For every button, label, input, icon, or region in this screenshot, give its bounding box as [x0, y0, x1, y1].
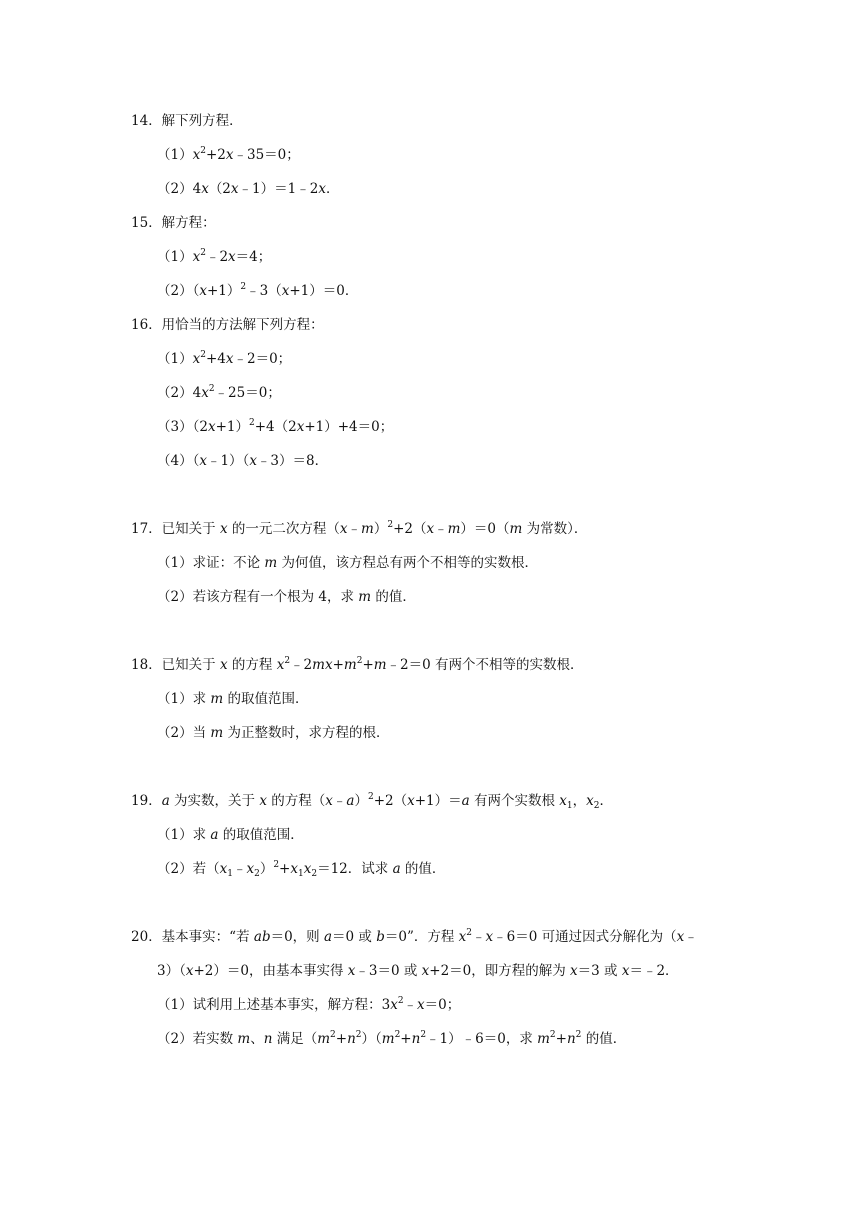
question-16-part-3: $(3)(2x+1)^2+4(2x+1)+4=0$；	[157, 418, 394, 435]
question-17-part-1: （1）求证：不论 m 为何值，该方程总有两个不相等的实数根．	[157, 555, 538, 571]
question-20-stem-line-2: 3）（x+2）＝0，由基本事实得 x﹣3＝0 或 x+2＝0，即方程的解为 x＝3 或 x＝﹣2．	[157, 963, 679, 979]
question-15-stem: 15．解方程：	[131, 215, 216, 231]
question-14-stem: 14．解下列方程．	[131, 113, 243, 129]
question-18-part-2: （2）当 m 为正整数时，求方程的根．	[157, 725, 390, 741]
question-16-stem: 16．用恰当的方法解下列方程：	[131, 317, 324, 333]
question-18-stem: 18．已知关于 x 的方程 $x^2﹣2mx+m^2+m﹣2=0$ 有两个不相等的实数根．	[131, 656, 584, 673]
question-15-part-2: $(2)(x+1)^2﹣3(x+1)=0$．	[157, 282, 359, 299]
question-17-stem: 17．已知关于 x 的一元二次方程（x﹣m）$^2$+2（x﹣m）＝0（m 为常数）．	[131, 520, 588, 537]
question-15-part-1: $(1)x^2﹣2x=4$；	[157, 248, 272, 265]
question-16-part-2: $(2)4x^2﹣25=0$；	[157, 384, 281, 401]
question-20-part-1: （1）试利用上述基本事实，解方程：$3x^2﹣x=0$；	[157, 996, 461, 1013]
question-19-part-1: （1）求 a 的取值范围．	[157, 827, 304, 843]
question-18-part-1: （1）求 m 的取值范围．	[157, 691, 309, 707]
question-20-stem-line-1: 20．基本事实：“若 ab＝0，则 a＝0 或 b＝0”．方程 $x^2﹣x﹣6=0$ 可通过因式分解化为（x﹣	[131, 928, 698, 945]
question-20-part-2: （2）若实数 m、n 满足$(m^2+n^2)(m^2+n^2﹣1)﹣6=0$，求 $m^2+n^2$ 的值．	[157, 1030, 627, 1047]
question-14-part-2: （2）4x（2x﹣1）＝1﹣2x．	[157, 181, 340, 197]
question-16-part-1: $(1)x^2+4x﹣2=0$；	[157, 350, 292, 367]
question-19-stem: 19．a 为实数，关于 x 的方程（x﹣a）$^2$+2（x+1）＝a 有两个实数根 $x_1$，$x_2$．	[131, 792, 613, 811]
question-19-part-2: （2）若$(x_1﹣x_2)^2+x_1x_2=12$．试求 a 的值．	[157, 860, 446, 879]
question-16-part-4: （4）（x﹣1）（x﹣3）＝8．	[157, 453, 329, 469]
question-14-part-1: $(1)x^2+2x﹣35=0$；	[157, 146, 300, 163]
question-17-part-2: （2）若该方程有一个根为 4，求 m 的值．	[157, 589, 416, 605]
